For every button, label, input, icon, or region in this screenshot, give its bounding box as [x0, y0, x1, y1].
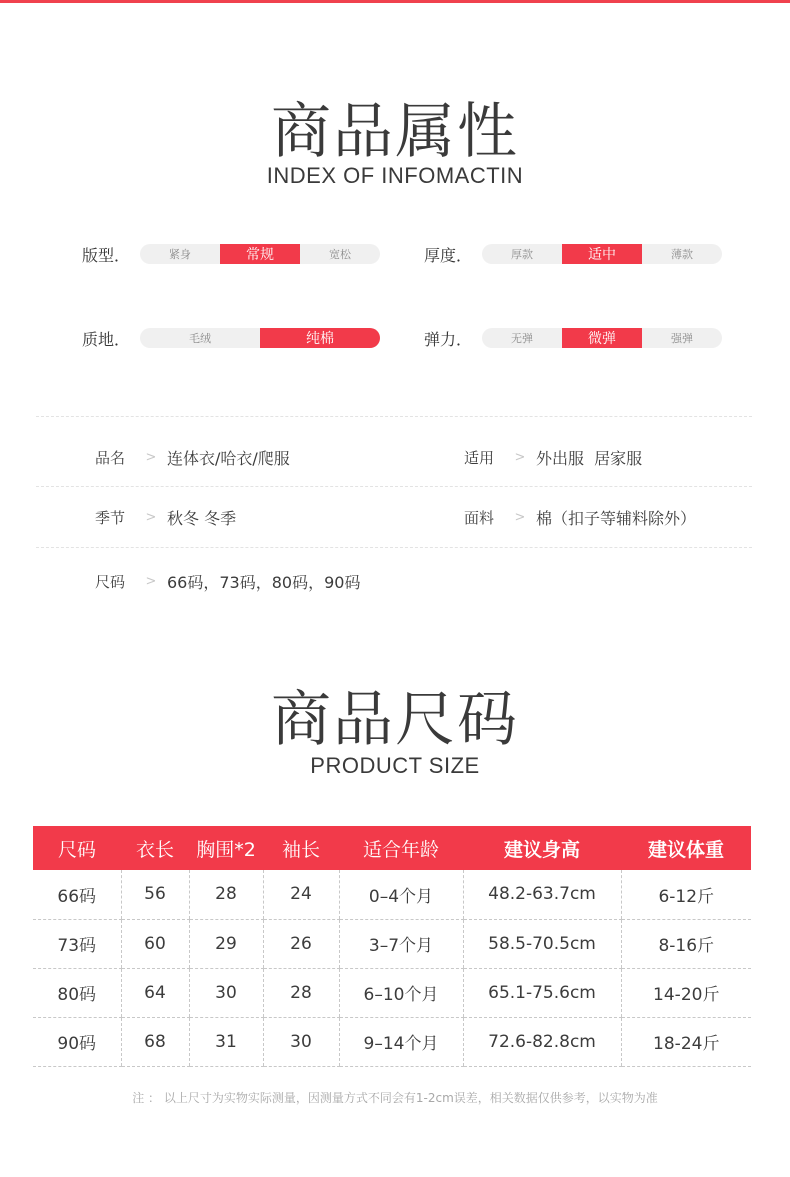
attr-label: 质地．	[82, 329, 131, 349]
cell-weight: 6-12斤	[621, 870, 751, 919]
table-row	[33, 870, 751, 919]
attr-option: 无弹	[511, 332, 533, 345]
cell-height: 58.5-70.5cm	[463, 919, 621, 968]
cell-sleeve: 24	[263, 870, 339, 919]
attributes-title: 商品属性	[271, 97, 519, 167]
cell-chest: 28	[189, 870, 263, 919]
attr-scale	[140, 244, 380, 264]
attr-texture	[82, 327, 380, 349]
cell-length: 60	[121, 919, 189, 968]
cell-height: 65.1-75.6cm	[463, 968, 621, 1017]
cell-sleeve: 30	[263, 1017, 339, 1066]
attr-option: 强弹	[671, 332, 693, 345]
chevron-right-icon: >	[514, 450, 526, 465]
header-size: 尺码	[33, 826, 121, 870]
attr-option-selected: 微弹	[562, 328, 642, 348]
attributes-subtitle: INDEX OF INFOMACTIN	[266, 163, 524, 188]
info-label: 尺码	[95, 573, 126, 591]
attr-option: 毛绒	[189, 332, 211, 345]
cell-height: 72.6-82.8cm	[463, 1017, 621, 1066]
header-sleeve: 袖长	[263, 826, 339, 870]
table-row	[33, 919, 751, 968]
cell-chest: 31	[189, 1017, 263, 1066]
header-chest: 胸围*2	[189, 826, 263, 870]
cell-age: 0–4个月	[339, 870, 463, 919]
attr-label: 版型．	[82, 245, 131, 265]
top-accent-line	[0, 0, 790, 3]
divider	[36, 486, 752, 487]
header-weight: 建议体重	[621, 826, 751, 870]
cell-size: 73码	[33, 919, 121, 968]
info-label: 季节	[95, 509, 126, 527]
cell-size: 90码	[33, 1017, 121, 1066]
chevron-right-icon: >	[145, 450, 157, 465]
attr-option: 紧身	[169, 248, 191, 261]
header-height: 建议身高	[463, 826, 621, 870]
info-fabric	[464, 506, 696, 529]
cell-age: 9–14个月	[339, 1017, 463, 1066]
cell-length: 56	[121, 870, 189, 919]
divider	[36, 547, 752, 548]
info-label: 品名	[95, 449, 126, 467]
cell-size: 80码	[33, 968, 121, 1017]
size-subtitle: PRODUCT SIZE	[310, 753, 480, 778]
divider	[36, 416, 752, 417]
info-product-name	[95, 446, 290, 469]
attr-label: 厚度．	[424, 245, 473, 265]
header-age: 适合年龄	[339, 826, 463, 870]
info-value: 外出服 居家服	[536, 449, 643, 468]
chevron-right-icon: >	[145, 574, 157, 589]
chevron-right-icon: >	[145, 510, 157, 525]
cell-height: 48.2-63.7cm	[463, 870, 621, 919]
attr-option: 宽松	[329, 248, 351, 261]
info-label: 适用	[464, 449, 495, 467]
attr-option: 厚款	[511, 248, 533, 261]
size-title: 商品尺码	[271, 685, 519, 755]
attr-scale	[482, 244, 722, 264]
attr-thickness	[424, 243, 722, 265]
info-value: 连体衣/哈衣/爬服	[167, 449, 290, 468]
chevron-right-icon: >	[514, 510, 526, 525]
attr-option: 薄款	[671, 248, 693, 261]
cell-age: 3–7个月	[339, 919, 463, 968]
cell-weight: 14-20斤	[621, 968, 751, 1017]
cell-age: 6–10个月	[339, 968, 463, 1017]
attr-option-selected: 纯棉	[260, 328, 380, 348]
cell-chest: 30	[189, 968, 263, 1017]
attr-fit	[82, 243, 380, 265]
table-row	[33, 1017, 751, 1066]
info-label: 面料	[464, 509, 495, 527]
cell-size: 66码	[33, 870, 121, 919]
info-season	[95, 506, 236, 529]
attr-option-selected: 适中	[562, 244, 642, 264]
attr-option-selected: 常规	[220, 244, 300, 264]
attr-scale	[140, 328, 380, 348]
attr-elasticity	[424, 327, 722, 349]
header-length: 衣长	[121, 826, 189, 870]
info-value: 66码，73码，80码，90码	[167, 573, 361, 592]
size-table-header	[33, 826, 751, 870]
info-sizes	[95, 570, 360, 593]
attr-scale	[482, 328, 722, 348]
size-table	[33, 826, 751, 1067]
cell-sleeve: 26	[263, 919, 339, 968]
attr-label: 弹力．	[424, 329, 473, 349]
info-value: 棉（扣子等辅料除外）	[536, 509, 697, 528]
cell-weight: 18-24斤	[621, 1017, 751, 1066]
cell-length: 64	[121, 968, 189, 1017]
cell-weight: 8-16斤	[621, 919, 751, 968]
cell-sleeve: 28	[263, 968, 339, 1017]
measurement-note: 注 ： 以上尺寸为实物实际测量，因测量方式不同会有1-2cm误差，相关数据仅供参考，以实物为准	[132, 1091, 658, 1105]
info-value: 秋冬 冬季	[167, 509, 237, 528]
info-usage	[464, 446, 642, 469]
table-row	[33, 968, 751, 1017]
cell-chest: 29	[189, 919, 263, 968]
cell-length: 68	[121, 1017, 189, 1066]
